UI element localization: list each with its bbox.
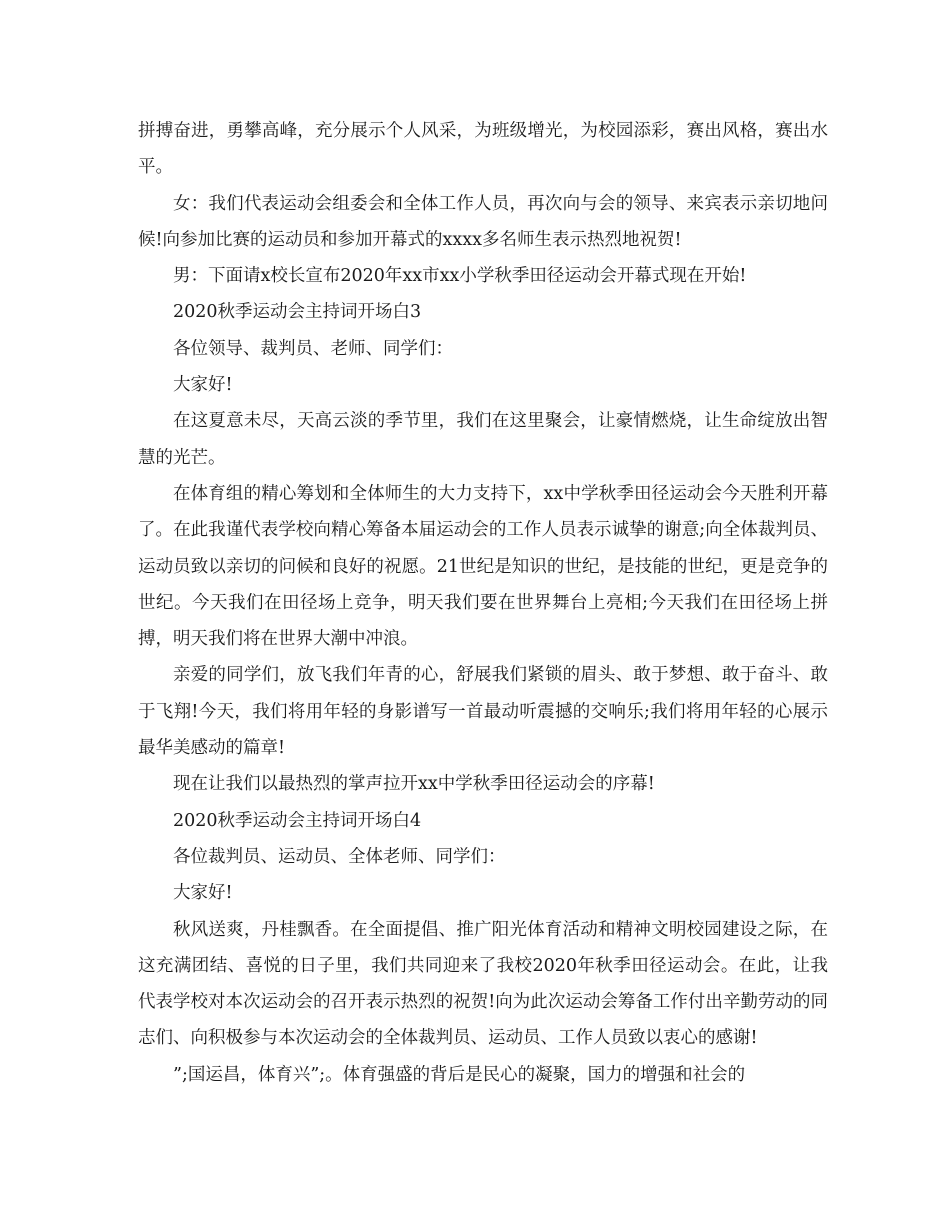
paragraph: 女：我们代表运动会组委会和全体工作人员，再次向与会的领导、来宾表示亲切地问候!向参加比赛的运动员和参加开幕式的xxxx多名师生表示热烈地祝贺! [138, 193, 828, 250]
paragraph: ”;国运昌，体育兴”;。体育强盛的背后是民心的凝聚，国力的增强和社会的 [173, 1064, 746, 1085]
paragraph: 亲爱的同学们，放飞我们年青的心，舒展我们紧锁的眉头、敢于梦想、敢于奋斗、敢于飞翔!今天，我们将用年轻的身影谱写一首最动听震撼的交响乐;我们将用年轻的心展示最华美感动的篇章! [138, 665, 828, 759]
salutation: 各位领导、裁判员、老师、同学们： [173, 338, 453, 359]
document-body [138, 113, 828, 1093]
paragraph: 在体育组的精心筹划和全体师生的大力支持下，xx中学秋季田径运动会今天胜利开幕了。在此我谨代表学校向精心筹备本届运动会的工作人员表示诚挚的谢意;向全体裁判员、运动员致以亲切的问候和良好的祝愿。21世纪是知识的世纪，是技能的世纪，更是竞争的世纪。今天我们在田径场上竞争，明天我们要在世界舞台上亮相;今天我们在田径场上拼搏，明天我们将在世界大潮中冲浪。 [138, 483, 828, 650]
paragraph: 拼搏奋进，勇攀高峰，充分展示个人风采，为班级增光，为校园添彩，赛出风格，赛出水平。 [138, 121, 828, 178]
paragraph: 秋风送爽，丹桂飘香。在全面提倡、推广阳光体育活动和精神文明校园建设之际，在这充满团结、喜悦的日子里，我们共同迎来了我校2020年秋季田径运动会。在此，让我代表学校对本次运动会的召开表示热烈的祝贺!向为此次运动会筹备工作付出辛勤劳动的同志们、向积极参与本次运动会的全体裁判员、运动员、工作人员致以衷心的感谢! [138, 919, 828, 1049]
greeting: 大家好! [173, 883, 233, 904]
paragraph: 现在让我们以最热烈的掌声拉开xx中学秋季田径运动会的序幕! [173, 774, 655, 795]
paragraph: 在这夏意未尽，天高云淡的季节里，我们在这里聚会，让豪情燃烧，让生命绽放出智慧的光芒。 [138, 411, 828, 468]
section-heading: 2020秋季运动会主持词开场白3 [173, 302, 422, 323]
greeting: 大家好! [173, 375, 233, 396]
salutation: 各位裁判员、运动员、全体老师、同学们： [173, 846, 506, 867]
section-heading: 2020秋季运动会主持词开场白4 [173, 810, 422, 831]
paragraph: 男：下面请x校长宣布2020年xx市xx小学秋季田径运动会开幕式现在开始! [173, 266, 747, 287]
